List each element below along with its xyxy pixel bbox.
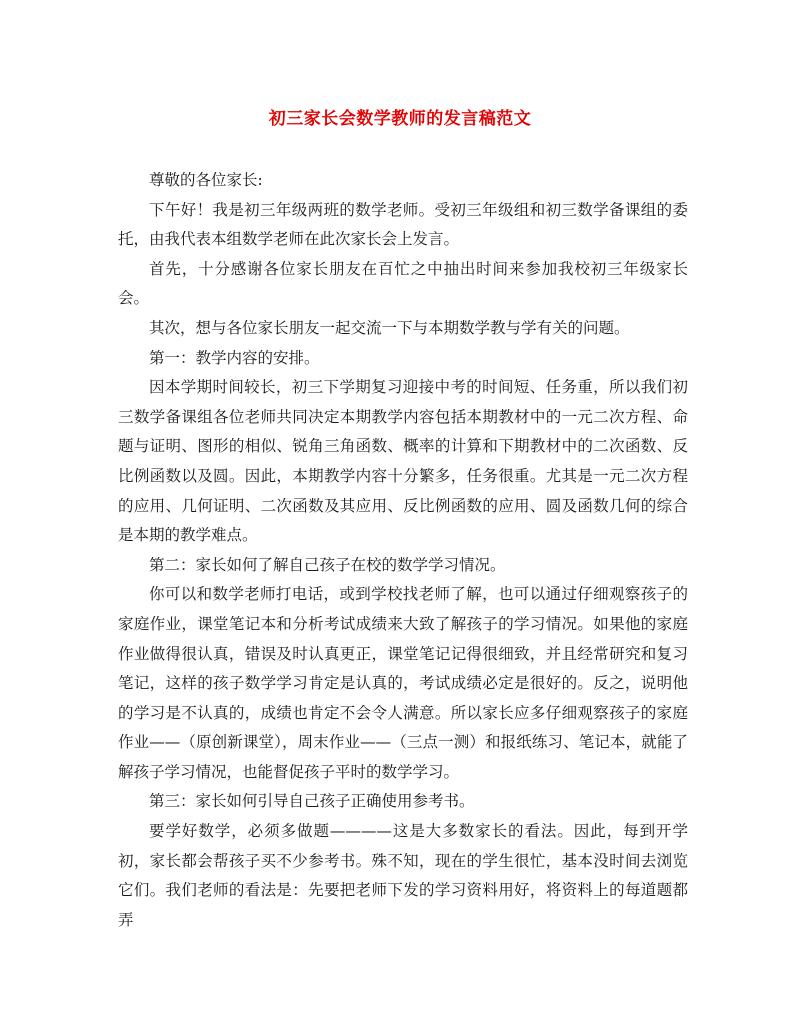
salutation: 尊敬的各位家长: (149, 171, 263, 189)
paragraph-greeting: 下午好！我是初三年级两班的数学老师。受初三年级组和初三数学备课组的委托，由我代表本组数学老师在此次家长会上发言。 (118, 200, 688, 249)
document-title: 初三家长会数学教师的发言稿范文 (268, 109, 532, 129)
paragraph-section-1: 因本学期时间较长，初三下学期复习迎接中考的时间短、任务重，所以我们初三数学备课组各位老师共同决定本期教学内容包括本期教材中的一元二次方程、命题与证明、图形的相似、锐角三角函数、概率的计算和下期教材中的二次函数、反比例函数以及圆。因此，本期教学内容十分繁多，任务很重。尤其是一元二次方程的应用、几何证明、二次函数及其应用、反比例函数的应用、圆及函数几何的综合是本期的教学难点。 (118, 378, 688, 545)
paragraph-thanks: 首先，十分感谢各位家长朋友在百忙之中抽出时间来参加我校初三年级家长会。 (118, 259, 688, 308)
document-body (118, 166, 688, 935)
paragraph-intro: 其次，想与各位家长朋友一起交流一下与本期数学教与学有关的问题。 (149, 318, 630, 337)
section-heading-1: 第一：教学内容的安排。 (149, 348, 320, 367)
paragraph-section-2: 你可以和数学老师打电话，或到学校找老师了解，也可以通过仔细观察孩子的家庭作业，课堂笔记本和分析考试成绩来大致了解孩子的学习情况。如果他的家庭作业做得很认真，错误及时认真更正，课堂笔记记得很细致，并且经常研究和复习笔记，这样的孩子数学学习肯定是认真的，考试成绩必定是很好的。反之，说明他的学习是不认真的，成绩也肯定不会令人满意。所以家长应多仔细观察孩子的家庭作业——（原创新课堂），周末作业——（三点一测）和报纸练习、笔记本，就能了解孩子学习情况，也能督促孩子平时的数学学习。 (118, 585, 688, 781)
section-heading-2: 第二：家长如何了解自己孩子在校的数学学习情况。 (149, 555, 506, 574)
paragraph-section-3: 要学好数学，必须多做题————这是大多数家长的看法。因此，每到开学初，家长都会帮孩子买不少参考书。殊不知，现在的学生很忙，基本没时间去浏览它们。我们老师的看法是：先要把老师下发的学习资料用好，将资料上的每道题都弄 (118, 822, 688, 929)
section-heading-3: 第三：家长如何引导自己孩子正确使用参考书。 (149, 792, 475, 811)
